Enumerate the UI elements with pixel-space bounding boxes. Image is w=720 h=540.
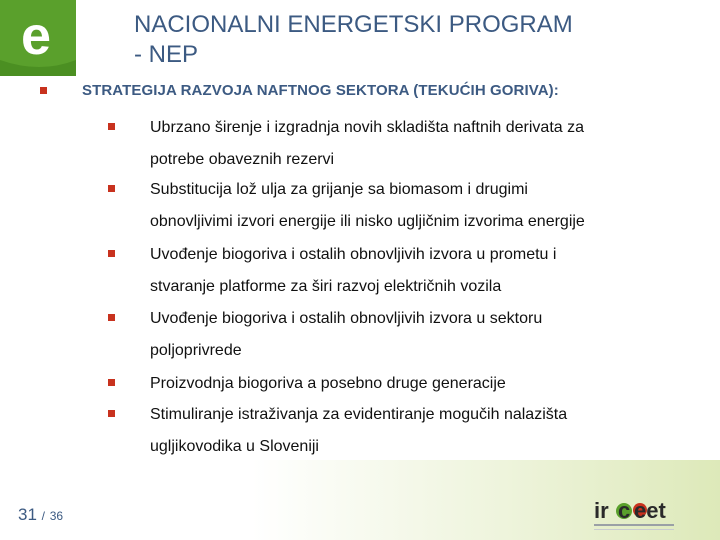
svg-text:eet: eet [634, 498, 666, 523]
e-logo-icon [0, 0, 76, 76]
square-bullet-icon [108, 250, 115, 257]
square-bullet-icon [108, 379, 115, 386]
page-number [18, 505, 63, 525]
irceet-logo-icon [590, 496, 680, 536]
square-bullet-icon [108, 410, 115, 417]
page-separator: / [41, 509, 45, 523]
list-item-line: Substitucija lož ulja za grijanje sa biomasom i drugimi [150, 181, 528, 198]
square-bullet-icon [108, 123, 115, 130]
list-item [108, 303, 668, 367]
square-bullet-icon [40, 87, 47, 94]
svg-text:c: c [618, 498, 631, 523]
list-item-line: Uvođenje biogoriva i ostalih obnovljivih izvora u prometu i [150, 246, 557, 263]
list-item [108, 174, 668, 238]
page-current: 31 [18, 505, 37, 524]
list-item-line: Ubrzano širenje i izgradnja novih skladišta naftnih derivata za [150, 119, 585, 136]
list-item-line: potrebe obaveznih rezervi [150, 151, 335, 168]
list-item [108, 239, 668, 303]
list-item [108, 112, 668, 176]
list-item-line: obnovljivimi izvori energije ili nisko ugljičnim izvorima energije [150, 213, 585, 230]
list-item-line: ugljikovodika u Sloveniji [150, 438, 319, 455]
section-heading-text: STRATEGIJA RAZVOJA NAFTNOG SEKTORA (TEKUĆIH GORIVA): [82, 82, 559, 99]
list-item-line: poljoprivrede [150, 342, 242, 359]
list-item-line: Stimuliranje istraživanja za evidentiranje mogučih nalazišta [150, 406, 568, 423]
section-heading [40, 82, 690, 99]
slide-title [134, 10, 694, 70]
list-item-line: stvaranje platforme za širi razvoj električnih vozila [150, 278, 502, 295]
title-line-2: - NEP [134, 41, 199, 68]
svg-text:e: e [20, 6, 52, 66]
title-line-1: NACIONALNI ENERGETSKI PROGRAM [134, 11, 573, 38]
list-item-line: Uvođenje biogoriva i ostalih obnovljivih izvora u sektoru [150, 310, 543, 327]
page-total: 36 [49, 509, 64, 523]
svg-text:ir: ir [594, 498, 609, 523]
square-bullet-icon [108, 185, 115, 192]
list-item-line: Proizvodnja biogoriva a posebno druge generacije [150, 375, 506, 392]
list-item [108, 368, 668, 400]
square-bullet-icon [108, 314, 115, 321]
list-item [108, 399, 668, 463]
